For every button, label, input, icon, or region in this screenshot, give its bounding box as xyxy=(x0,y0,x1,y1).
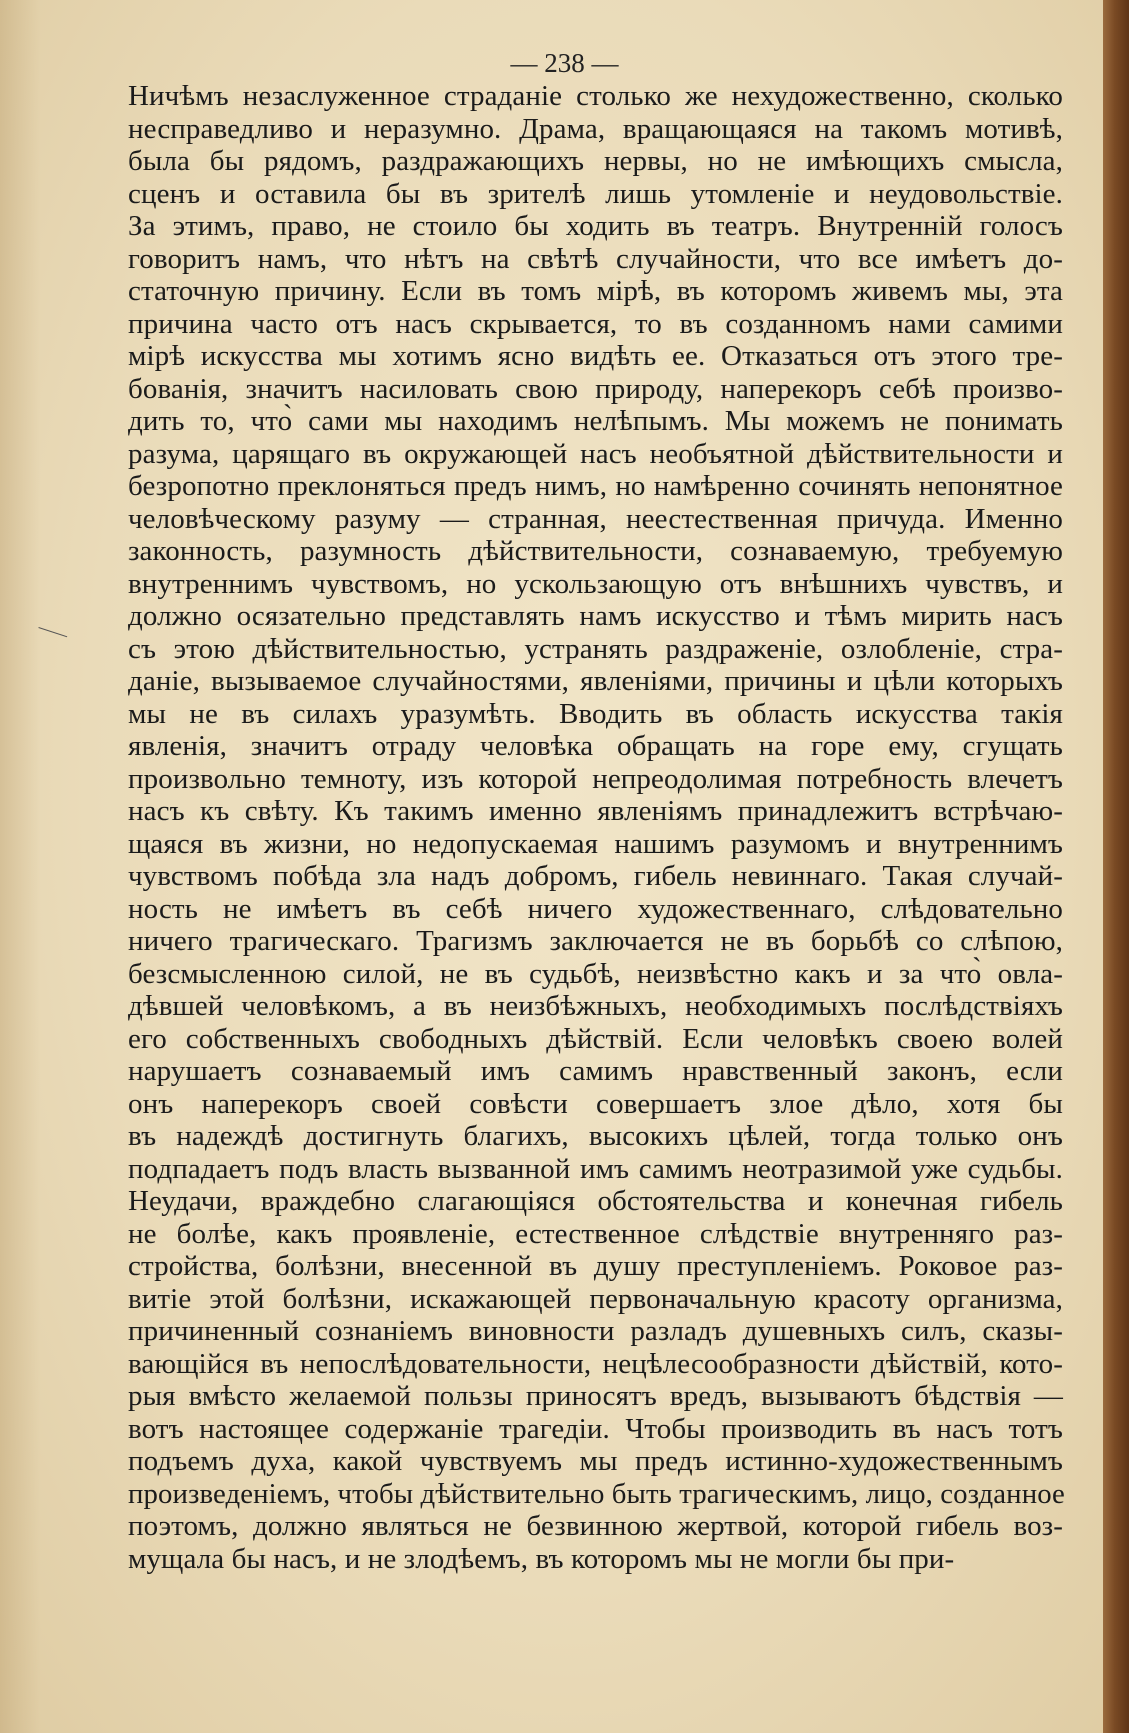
text-line: Неудачи, враждебно слагающіяся обстоятельства и конечная гибель xyxy=(128,1185,1063,1217)
text-line: его собственныхъ свободныхъ дѣйствій. Если человѣкъ своею волей xyxy=(128,1022,1063,1055)
text-line: поэтомъ, должно являться не безвинною жертвой, которой гибель воз- xyxy=(128,1510,1063,1542)
text-line: подъемъ духа, какой чувствуемъ мы предъ истинно-художественнымъ xyxy=(128,1445,1063,1477)
text-line: стройства, болѣзни, внесенной въ душу преступленіемъ. Роковое раз- xyxy=(128,1250,1063,1282)
text-line: мущала бы насъ, и не злодѣемъ, въ которомъ мы не могли бы при- xyxy=(128,1542,955,1575)
text-line: ничего трагическаго. Трагизмъ заключается не въ борьбѣ со слѣпою, xyxy=(128,925,1063,957)
text-line: нарушаетъ сознаваемый имъ самимъ нравственный законъ, если xyxy=(128,1055,1063,1087)
text-line: произведеніемъ, чтобы дѣйствительно быть трагическимъ, лицо, созданное xyxy=(128,1477,1065,1510)
page-edge-shadow xyxy=(0,0,40,1733)
text-line: произвольно темноту, изъ которой непреодолимая потребность влечетъ xyxy=(128,762,1063,795)
text-line: За этимъ, право, не стоило бы ходить въ театръ. Внутренній голосъ xyxy=(128,210,1063,242)
text-line: внутреннимъ чувствомъ, но ускользающую отъ внѣшнихъ чувствъ, и xyxy=(128,567,1063,600)
text-line: человѣческому разуму — странная, неестественная причуда. Именно xyxy=(128,502,1063,535)
text-line: ность не имѣетъ въ себѣ ничего художественнаго, слѣдовательно xyxy=(128,892,1063,925)
text-line: дѣвшей человѣкомъ, а въ неизбѣжныхъ, необходимыхъ послѣдствіяхъ xyxy=(128,990,1063,1022)
text-line: витіе этой болѣзни, искажающей первоначальную красоту организма, xyxy=(128,1282,1063,1315)
text-line: законность, разумность дѣйствительности, сознаваемую, требуемую xyxy=(128,535,1063,567)
text-line: сценъ и оставила бы въ зрителѣ лишь утомленіе и неудовольствіе. xyxy=(128,177,1063,210)
text-line: должно осязательно представлять намъ искусство и тѣмъ мирить насъ xyxy=(128,600,1063,632)
text-line: мы не въ силахъ уразумѣть. Вводить въ область искусства такія xyxy=(128,697,1063,730)
text-line: даніе, вызываемое случайностями, явленіями, причины и цѣли которыхъ xyxy=(128,665,1063,697)
text-line: бованія, значитъ насиловать свою природу, наперекоръ себѣ произво- xyxy=(128,372,1063,405)
text-line: причина часто отъ насъ скрывается, то въ созданномъ нами самими xyxy=(128,307,1063,340)
text-line: въ надеждѣ достигнуть благихъ, высокихъ цѣлей, тогда только онъ xyxy=(128,1120,1063,1152)
text-line: дить то, что̀ сами мы находимъ нелѣпымъ. Мы можемъ не понимать xyxy=(128,405,1063,437)
text-line: причиненный сознаніемъ виновности разладъ душевныхъ силъ, сказы- xyxy=(128,1315,1063,1347)
book-spine-edge xyxy=(1103,0,1129,1733)
text-line: съ этою дѣйствительностью, устранять раздраженіе, озлобленіе, стра- xyxy=(128,632,1063,665)
pencil-margin-mark xyxy=(38,614,71,638)
text-line: явленія, значитъ отраду человѣка обращать на горе ему, сгущать xyxy=(128,730,1063,762)
text-line: онъ наперекоръ своей совѣсти совершаетъ злое дѣло, хотя бы xyxy=(128,1087,1063,1120)
body-text xyxy=(128,80,1063,1575)
text-line: вотъ настоящее содержаніе трагедіи. Чтобы производить въ насъ тотъ xyxy=(128,1412,1063,1445)
page-number: — 238 — xyxy=(510,48,619,78)
text-line: разума, царящаго въ окружающей насъ необъятной дѣйствительности и xyxy=(128,437,1063,470)
text-line: рыя вмѣсто желаемой пользы приносятъ вредъ, вызываютъ бѣдствія — xyxy=(128,1380,1063,1412)
text-line: не болѣе, какъ проявленіе, естественное слѣдствіе внутренняго раз- xyxy=(128,1217,1063,1250)
text-line: насъ къ свѣту. Къ такимъ именно явленіямъ принадлежитъ встрѣчаю- xyxy=(128,795,1063,827)
text-line: мірѣ искусства мы хотимъ ясно видѣть ее. Отказаться отъ этого тре- xyxy=(128,340,1063,372)
text-line: статочную причину. Если въ томъ мірѣ, въ которомъ живемъ мы, эта xyxy=(128,275,1063,307)
text-line: щаяся въ жизни, но недопускаемая нашимъ разумомъ и внутреннимъ xyxy=(128,827,1063,860)
text-line: безсмысленною силой, не въ судьбѣ, неизвѣстно какъ и за что̀ овла- xyxy=(128,957,1063,990)
text-line: была бы рядомъ, раздражающихъ нервы, но не имѣющихъ смысла, xyxy=(128,145,1063,177)
text-line: подпадаетъ подъ власть вызванной имъ самимъ неотразимой уже судьбы. xyxy=(128,1152,1063,1185)
text-line: несправедливо и неразумно. Драма, вращающаяся на такомъ мотивѣ, xyxy=(128,112,1063,145)
text-line: чувствомъ побѣда зла надъ добромъ, гибель невиннаго. Такая случай- xyxy=(128,860,1063,892)
text-line: Ничѣмъ незаслуженное страданіе столько же нехудожественно, сколько xyxy=(128,80,1063,112)
text-line: говоритъ намъ, что нѣтъ на свѣтѣ случайности, что все имѣетъ до- xyxy=(128,242,1063,275)
text-line: вающійся въ непослѣдовательности, нецѣлесообразности дѣйствій, кото- xyxy=(128,1347,1063,1380)
text-line: безропотно преклоняться предъ нимъ, но намѣренно сочинять непонятное xyxy=(128,470,1063,502)
